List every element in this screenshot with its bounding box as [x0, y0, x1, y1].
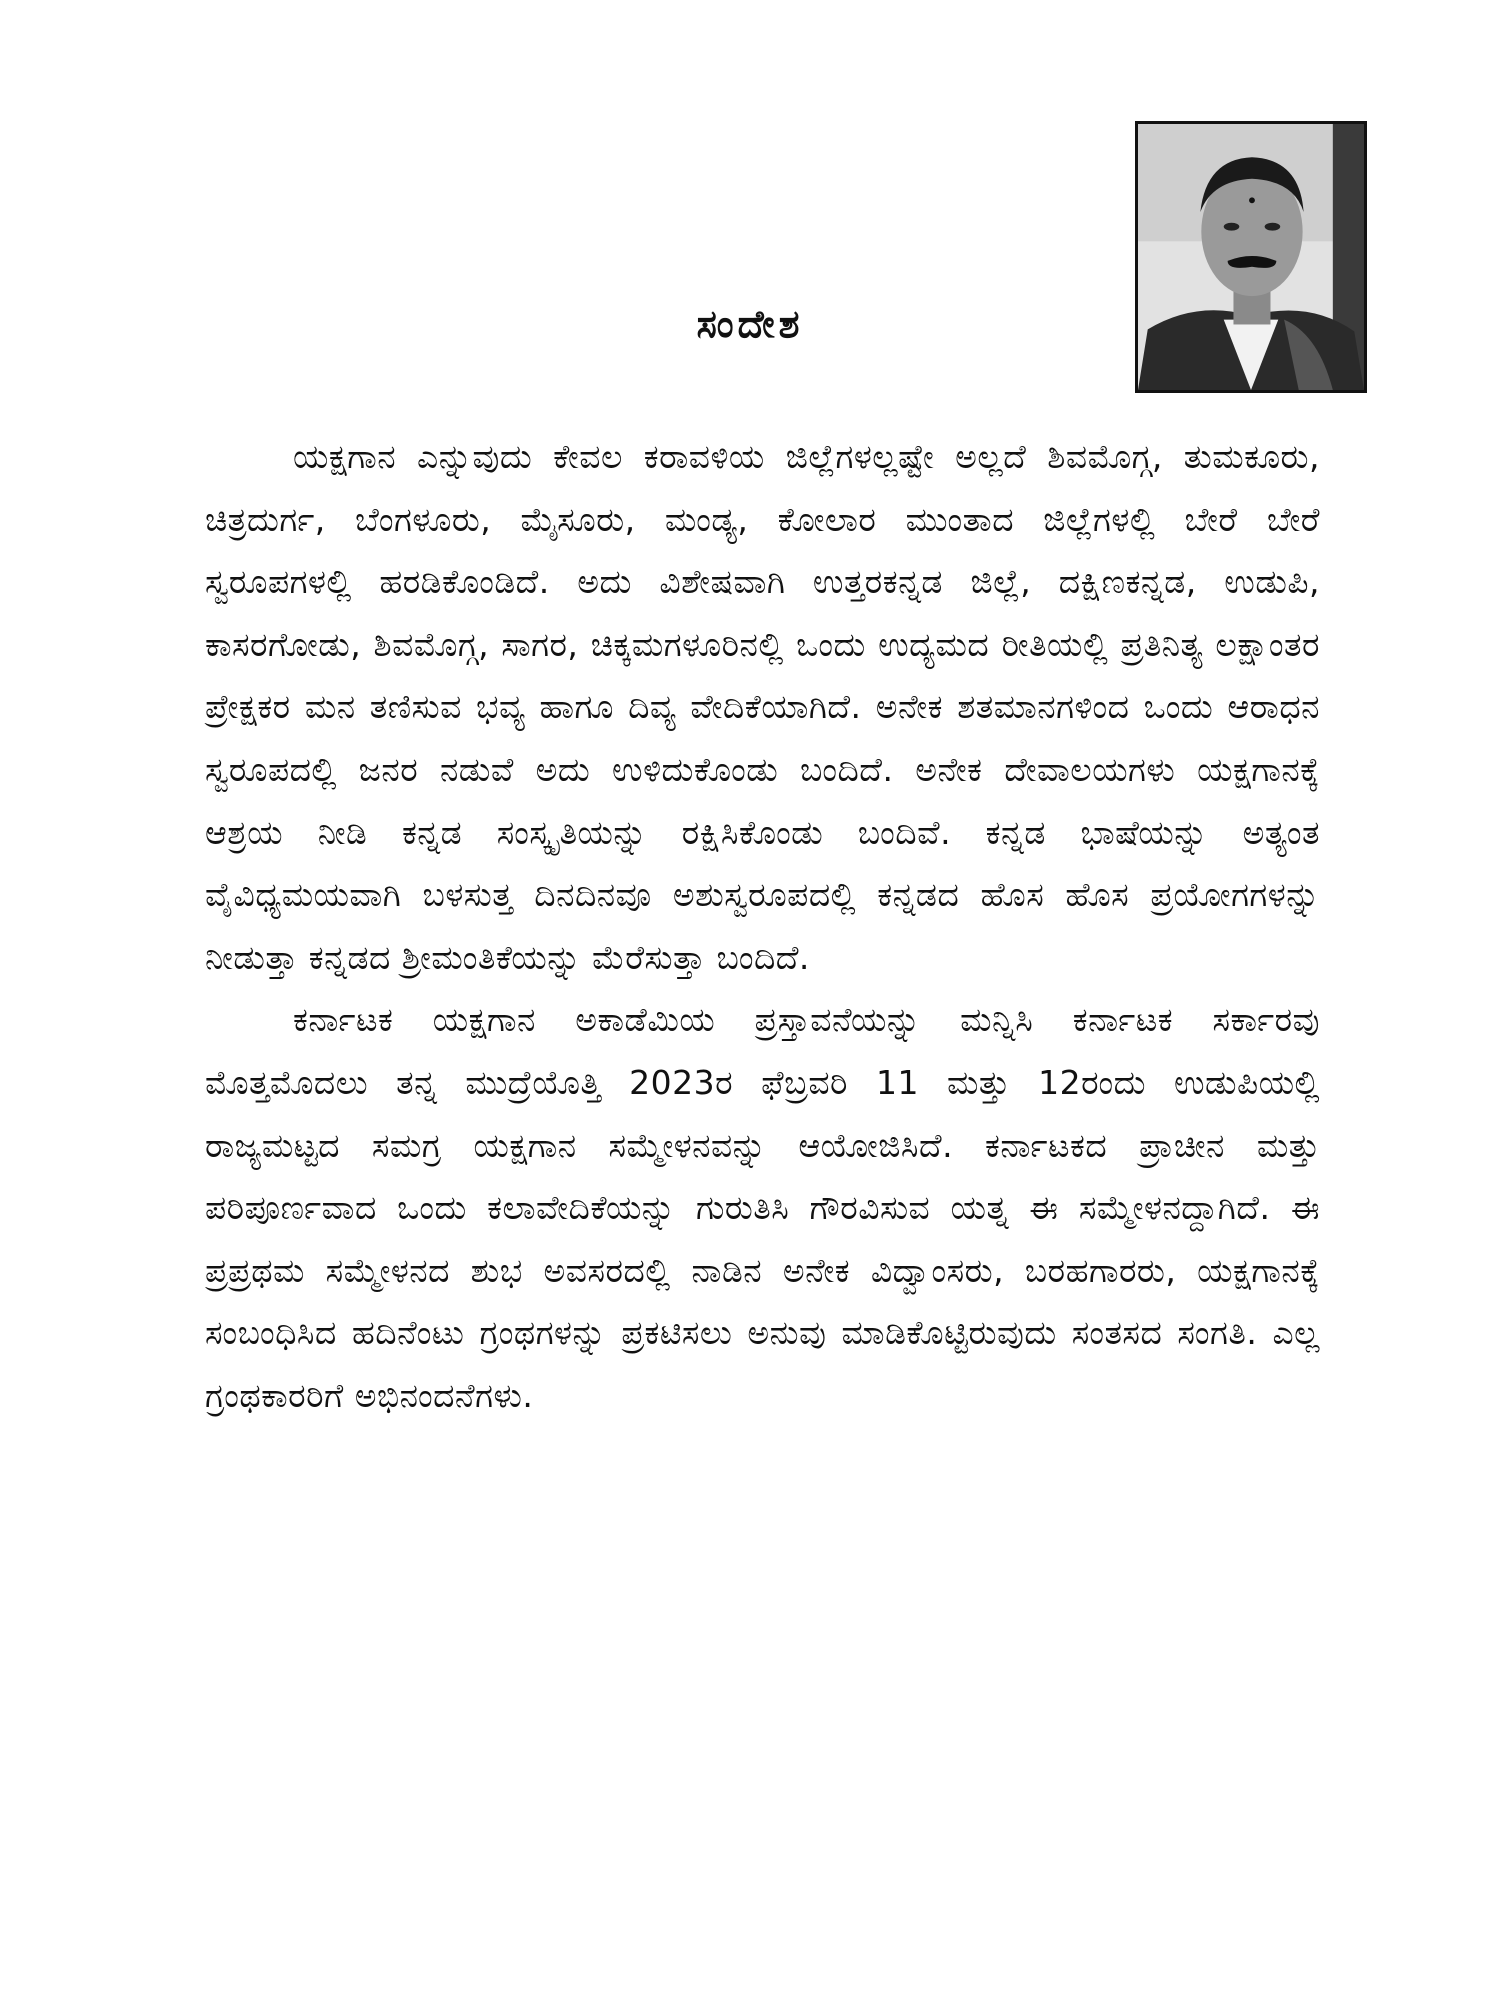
page-title: ಸಂದೇಶ [696, 302, 804, 346]
portrait-photo [1135, 121, 1367, 393]
paragraph-1: ಯಕ್ಷಗಾನ ಎನ್ನುವುದು ಕೇವಲ ಕರಾವಳಿಯ ಜಿಲ್ಲೆಗಳಲ್ಲಷ್ಟೇ ಅಲ್ಲದೆ ಶಿವಮೊಗ್ಗ, ತುಮಕೂರು, ಚಿತ್ರದುರ್ಗ, ಬೆಂಗಳೂರು, ಮೈಸೂರು, ಮಂಡ್ಯ, ಕೋಲಾರ ಮುಂತಾದ ಜಿಲ್ಲೆಗಳಲ್ಲಿ ಬೇರೆ ಬೇರೆ ಸ್ವರೂಪಗಳಲ್ಲಿ ಹರಡಿಕೊಂಡಿದೆ. ಅದು ವಿಶೇಷವಾಗಿ ಉತ್ತರಕನ್ನಡ ಜಿಲ್ಲೆ, ದಕ್ಷಿಣಕನ್ನಡ, ಉಡುಪಿ, ಕಾಸರಗೋಡು, ಶಿವಮೊಗ್ಗ, ಸಾಗರ, ಚಿಕ್ಕಮಗಳೂರಿನಲ್ಲಿ ಒಂದು ಉದ್ಯಮದ ರೀತಿಯಲ್ಲಿ ಪ್ರತಿನಿತ್ಯ ಲಕ್ಷಾಂತರ ಪ್ರೇಕ್ಷಕರ ಮನ ತಣಿಸುವ ಭವ್ಯ ಹಾಗೂ ದಿವ್ಯ ವೇದಿಕೆಯಾಗಿದೆ. ಅನೇಕ ಶತಮಾನಗಳಿಂದ ಒಂದು ಆರಾಧನ ಸ್ವರೂಪದಲ್ಲಿ ಜನರ ನಡುವೆ ಅದು ಉಳಿದುಕೊಂಡು ಬಂದಿದೆ. ಅನೇಕ ದೇವಾಲಯಗಳು ಯಕ್ಷಗಾನಕ್ಕೆ ಆಶ್ರಯ ನೀಡಿ ಕನ್ನಡ ಸಂಸ್ಕೃತಿಯನ್ನು ರಕ್ಷಿಸಿಕೊಂಡು ಬಂದಿವೆ. ಕನ್ನಡ ಭಾಷೆಯನ್ನು ಅತ್ಯಂತ ವೈವಿಧ್ಯಮಯವಾಗಿ ಬಳಸುತ್ತ ದಿನದಿನವೂ ಅಶುಸ್ವರೂಪದಲ್ಲಿ ಕನ್ನಡದ ಹೊಸ ಹೊಸ ಪ್ರಯೋಗಗಳನ್ನು ನೀಡುತ್ತಾ ಕನ್ನಡದ ಶ್ರೀಮಂತಿಕೆಯನ್ನು ಮೆರೆಸುತ್ತಾ ಬಂದಿದೆ. [205, 437, 1320, 977]
portrait-photo-icon [1138, 124, 1364, 390]
paragraph-2: ಕರ್ನಾಟಕ ಯಕ್ಷಗಾನ ಅಕಾಡೆಮಿಯ ಪ್ರಸ್ತಾವನೆಯನ್ನು ಮನ್ನಿಸಿ ಕರ್ನಾಟಕ ಸರ್ಕಾರವು ಮೊತ್ತಮೊದಲು ತನ್ನ ಮುದ್ರೆಯೊತ್ತಿ 2023ರ ಫೆಬ್ರವರಿ 11 ಮತ್ತು 12ರಂದು ಉಡುಪಿಯಲ್ಲಿ ರಾಜ್ಯಮಟ್ಟದ ಸಮಗ್ರ ಯಕ್ಷಗಾನ ಸಮ್ಮೇಳನವನ್ನು ಆಯೋಜಿಸಿದೆ. ಕರ್ನಾಟಕದ ಪ್ರಾಚೀನ ಮತ್ತು ಪರಿಪೂರ್ಣವಾದ ಒಂದು ಕಲಾವೇದಿಕೆಯನ್ನು ಗುರುತಿಸಿ ಗೌರವಿಸುವ ಯತ್ನ ಈ ಸಮ್ಮೇಳನದ್ದಾಗಿದೆ. ಈ ಪ್ರಪ್ರಥಮ ಸಮ್ಮೇಳನದ ಶುಭ ಅವಸರದಲ್ಲಿ ನಾಡಿನ ಅನೇಕ ವಿದ್ವಾಂಸರು, ಬರಹಗಾರರು, ಯಕ್ಷಗಾನಕ್ಕೆ ಸಂಬಂಧಿಸಿದ ಹದಿನೆಂಟು ಗ್ರಂಥಗಳನ್ನು ಪ್ರಕಟಿಸಲು ಅನುವು ಮಾಡಿಕೊಟ್ಟಿರುವುದು ಸಂತಸದ ಸಂಗತಿ. ಎಲ್ಲ ಗ್ರಂಥಕಾರರಿಗೆ ಅಭಿನಂದನೆಗಳು. [205, 1000, 1320, 1415]
message-body [205, 426, 1320, 1428]
